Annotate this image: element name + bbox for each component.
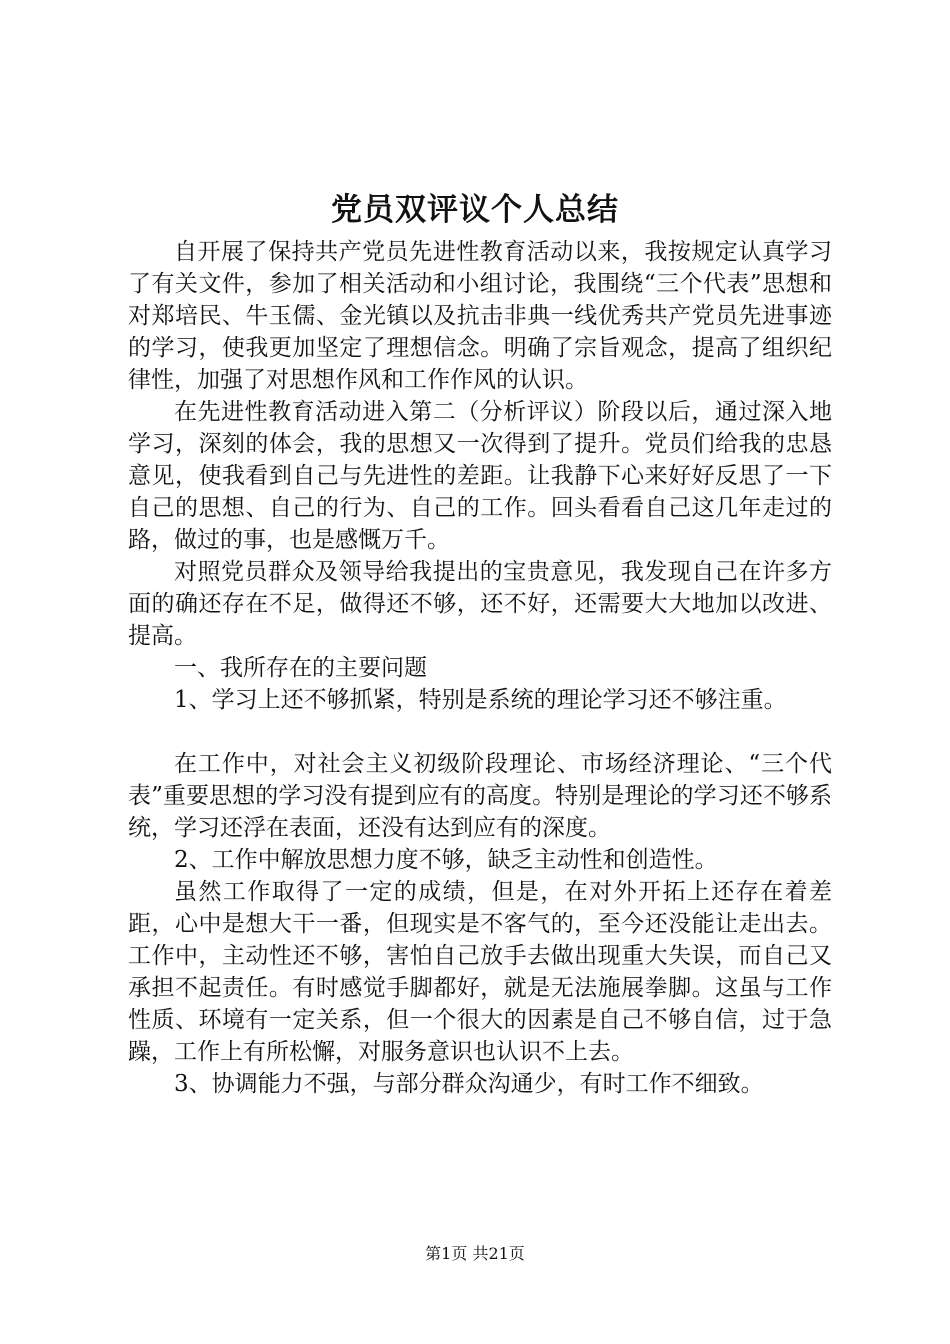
page-number-footer: 第1页 共21页 <box>425 1244 525 1263</box>
problem-item-2: 2、工作中解放思想力度不够，缺乏主动性和创造性。 <box>174 847 718 873</box>
paragraph-analysis-stage: 在先进性教育活动进入第二（分析评议）阶段以后，通过深入地学习，深刻的体会，我的思想又一次得到了提升。党员们给我的忠恳意见，使我看到自己与先进性的差距。让我静下心来好好反思了一下自己的思想、自己的行为、自己的工作。回头看看自己这几年走过的路，做过的事，也是感慨万千。 <box>128 399 832 553</box>
paragraph-problem-2-detail: 虽然工作取得了一定的成绩，但是，在对外开拓上还存在着差距，心中是想大干一番，但现实是不客气的，至今还没能让走出去。工作中，主动性还不够，害怕自己放手去做出现重大失误，而自己又承担不起责任。有时感觉手脚都好，就是无法施展拳脚。这虽与工作性质、环境有一定关系，但一个很大的因素是自己不够自信，过于急躁，工作上有所松懈，对服务意识也认识不上去。 <box>128 879 832 1065</box>
document-body <box>128 236 832 1100</box>
document-title: 党员双评议个人总结 <box>331 192 619 228</box>
paragraph-intro: 自开展了保持共产党员先进性教育活动以来，我按规定认真学习了有关文件，参加了相关活动和小组讨论，我围绕“三个代表”思想和对郑培民、牛玉儒、金光镇以及抗击非典一线优秀共产党员先进事迹的学习，使我更加坚定了理想信念。明确了宗旨观念，提高了组织纪律性，加强了对思想作风和工作作风的认识。 <box>128 239 832 393</box>
problem-item-1: 1、学习上还不够抓紧，特别是系统的理论学习还不够注重。 <box>174 687 787 713</box>
paragraph-feedback: 对照党员群众及领导给我提出的宝贵意见，我发现自己在许多方面的确还存在不足，做得还不够，还不好，还需要大大地加以改进、提高。 <box>128 559 832 649</box>
section-heading-problems: 一、我所存在的主要问题 <box>174 655 427 681</box>
problem-item-3: 3、协调能力不强，与部分群众沟通少，有时工作不细致。 <box>174 1071 764 1097</box>
paragraph-problem-1-detail: 在工作中，对社会主义初级阶段理论、市场经济理论、“三个代表”重要思想的学习没有提到应有的高度。特别是理论的学习还不够系统，学习还浮在表面，还没有达到应有的深度。 <box>128 751 832 841</box>
